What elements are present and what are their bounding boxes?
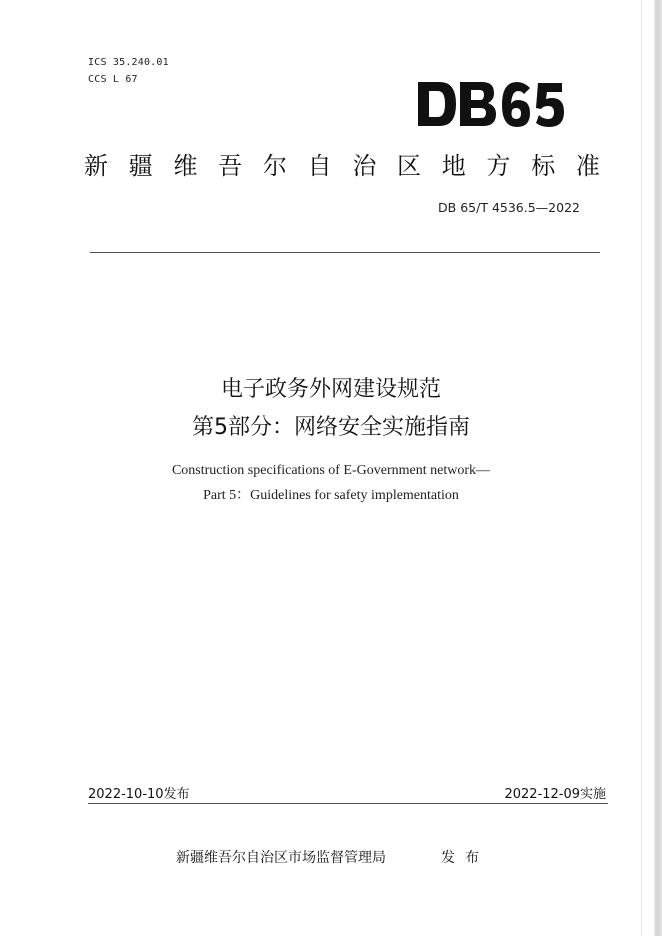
standard-type-char: 维 (173, 152, 198, 180)
standard-type-char: 标 (531, 152, 556, 180)
issuing-authority: 新疆维吾尔自治区市场监督管理局 (176, 850, 386, 866)
standard-type-char: 疆 (128, 152, 153, 180)
header-divider (90, 252, 600, 253)
standard-number: DB 65/T 4536.5—2022 (438, 200, 580, 215)
ics-code: ICS 35.240.01 (88, 57, 169, 68)
ccs-code: CCS L 67 (88, 74, 138, 85)
document-title-cn-line2: 第5部分：网络安全实施指南 (192, 415, 470, 440)
standard-type-char: 治 (352, 152, 377, 180)
document-title-cn-line1: 电子政务外网建设规范 (220, 377, 441, 402)
document-title-en-line1: Construction specifications of E-Government network— (171, 463, 491, 478)
standard-type-char: 区 (397, 152, 422, 180)
standard-type-char: 吾 (218, 152, 243, 180)
standard-type-title (84, 150, 600, 182)
db65-logo-mark (416, 78, 566, 130)
document-title-en-line2: Part 5：Guidelines for safety implementation (203, 488, 459, 503)
standard-type-char: 尔 (262, 152, 287, 180)
db65-logo (416, 78, 566, 130)
footer-divider (88, 803, 608, 804)
standard-type-char: 方 (486, 152, 511, 180)
issue-action: 发布 (441, 850, 489, 866)
issue-date: 2022-10-10发布 (88, 787, 190, 802)
implementation-date: 2022-12-09实施 (504, 787, 606, 802)
standard-type-char: 地 (441, 152, 466, 180)
standard-type-char: 新 (84, 152, 108, 180)
standard-type-char: 准 (575, 152, 600, 180)
standard-type-char: 自 (307, 152, 332, 180)
